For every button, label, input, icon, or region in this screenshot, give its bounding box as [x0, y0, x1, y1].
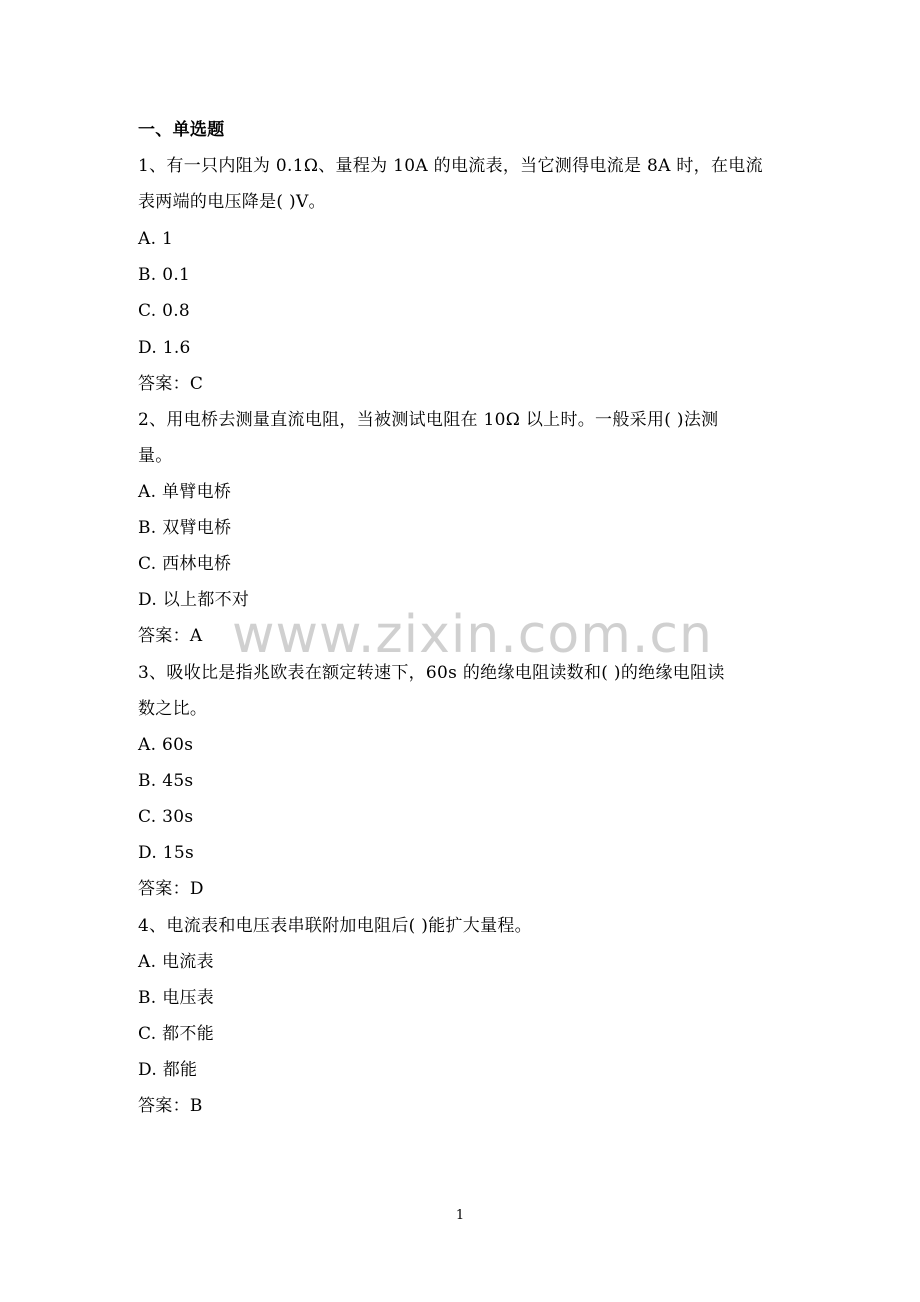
- question-2-answer: 答案：A: [138, 626, 203, 646]
- question-1-stem-line-1: 1、有一只内阻为 0.1Ω、量程为 10A 的电流表，当它测得电流是 8A 时，在电流: [138, 156, 763, 176]
- question-4-option-b: B. 电压表: [138, 988, 215, 1008]
- question-3-option-c: C. 30s: [138, 807, 194, 827]
- question-3-stem-line-1: 3、吸收比是指兆欧表在额定转速下，60s 的绝缘电阻读数和( )的绝缘电阻读: [138, 663, 725, 683]
- page-number: 1: [455, 1208, 465, 1223]
- watermark: www.zixin.com.cn: [232, 605, 713, 665]
- question-2-stem-line-2: 量。: [138, 446, 173, 466]
- question-4-stem-line-1: 4、电流表和电压表串联附加电阻后( )能扩大量程。: [138, 916, 532, 936]
- question-2-option-a: A. 单臂电桥: [138, 482, 232, 502]
- question-2-stem-line-1: 2、用电桥去测量直流电阻，当被测试电阻在 10Ω 以上时。一般采用( )法测: [138, 410, 719, 430]
- question-3-option-a: A. 60s: [138, 735, 194, 755]
- question-2-option-d: D. 以上都不对: [138, 590, 250, 610]
- question-3-stem-line-2: 数之比。: [138, 699, 208, 719]
- question-4-option-d: D. 都能: [138, 1060, 198, 1080]
- question-3-option-d: D. 15s: [138, 843, 194, 863]
- question-1-option-d: D. 1.6: [138, 338, 191, 358]
- question-2-option-b: B. 双臂电桥: [138, 518, 232, 538]
- question-1-option-b: B. 0.1: [138, 265, 191, 285]
- question-4-option-c: C. 都不能: [138, 1024, 215, 1044]
- question-3-option-b: B. 45s: [138, 771, 194, 791]
- question-2-option-c: C. 西林电桥: [138, 554, 232, 574]
- question-1-option-c: C. 0.8: [138, 301, 191, 321]
- question-4-option-a: A. 电流表: [138, 952, 214, 972]
- section-title: 一、单选题: [138, 120, 225, 140]
- question-1-option-a: A. 1: [138, 229, 174, 249]
- question-1-answer: 答案：C: [138, 374, 204, 394]
- question-3-answer: 答案：D: [138, 879, 204, 899]
- question-1-stem-line-2: 表两端的电压降是( )V。: [138, 192, 326, 212]
- question-4-answer: 答案：B: [138, 1096, 203, 1116]
